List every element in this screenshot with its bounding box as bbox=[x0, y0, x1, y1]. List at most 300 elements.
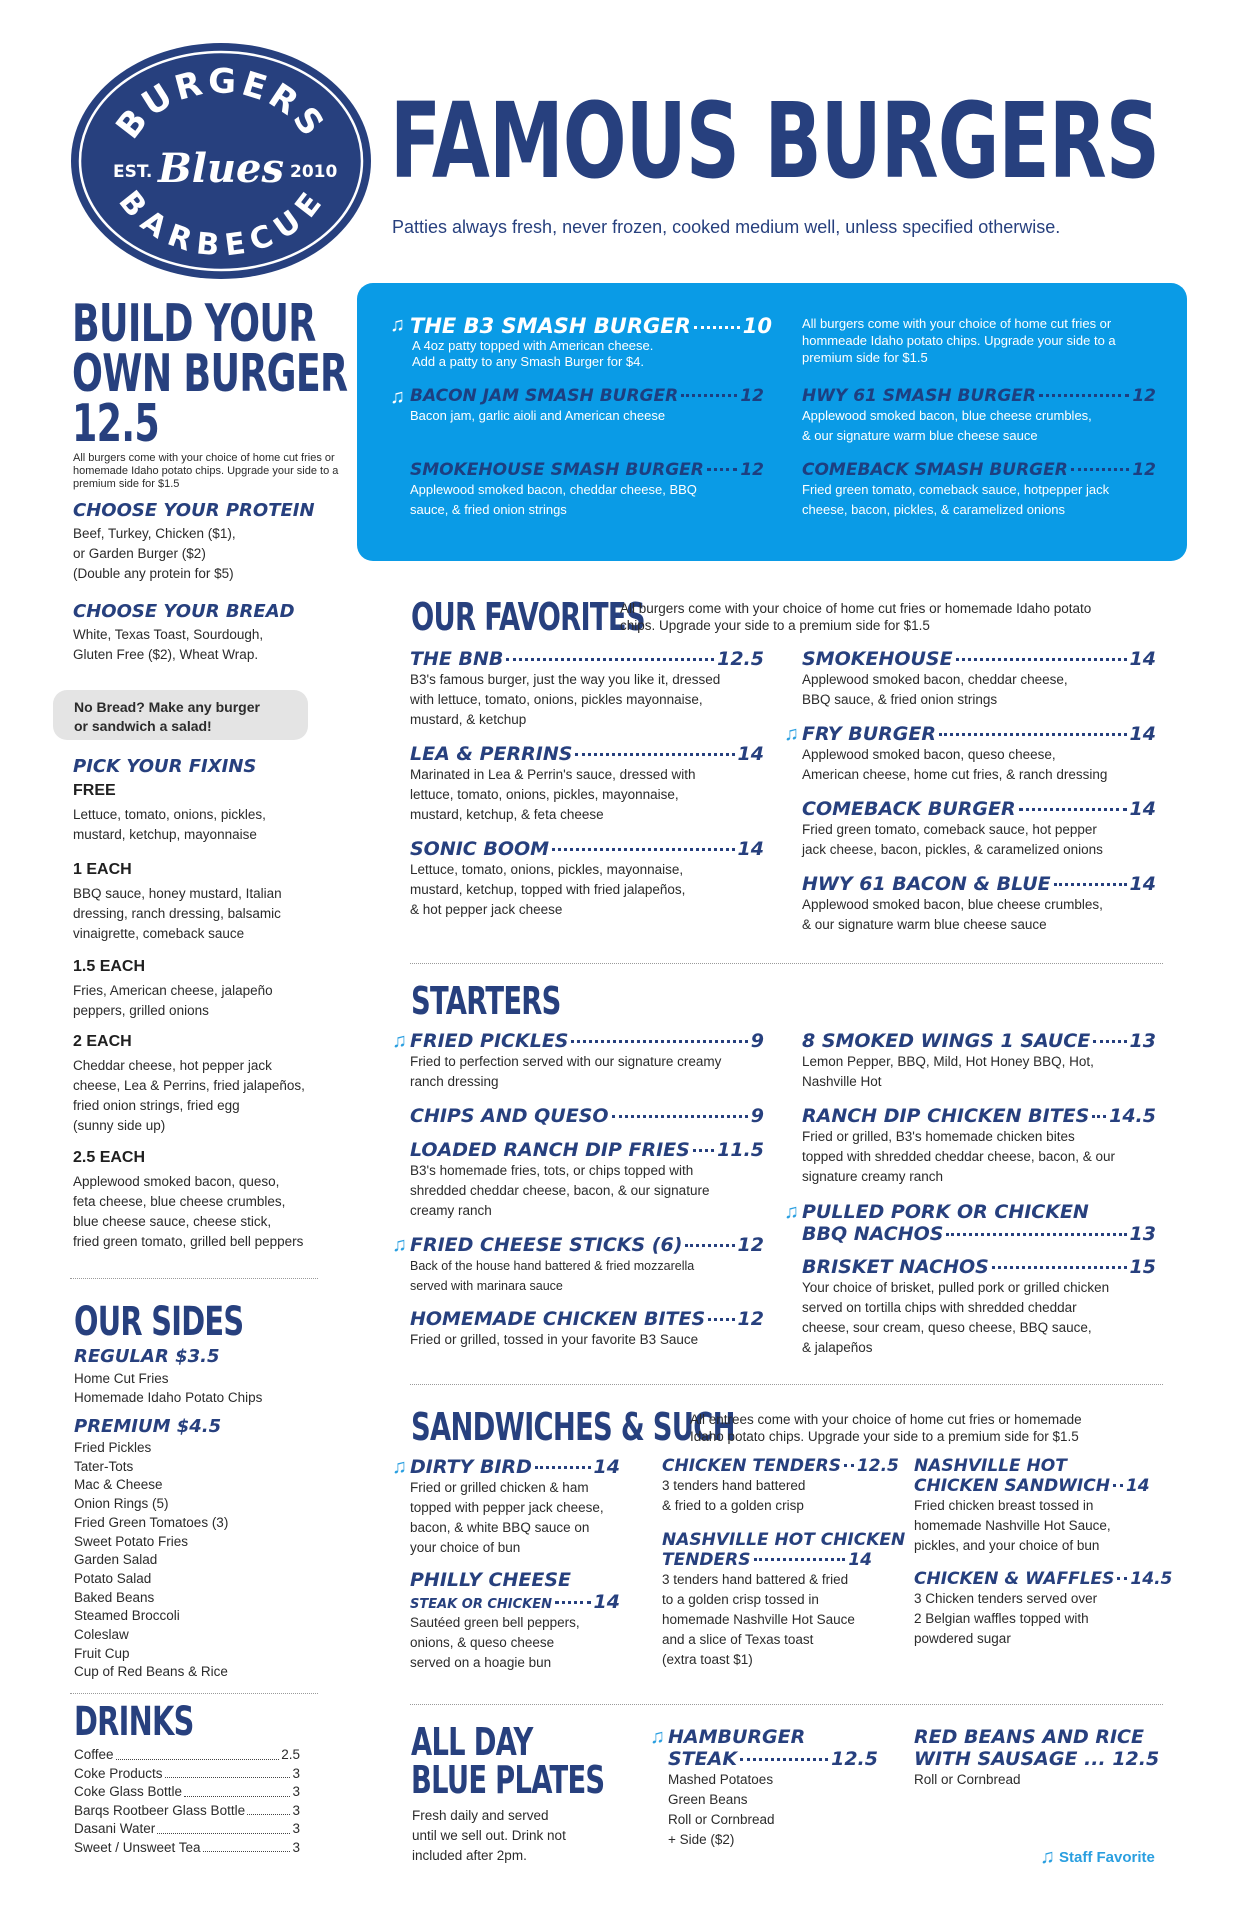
drink-leader bbox=[247, 1802, 290, 1816]
desc-line: Nashville Hot bbox=[802, 1074, 882, 1089]
item-price: 14 bbox=[1129, 798, 1156, 820]
item-title bbox=[410, 1234, 764, 1256]
item-name: BBQ NACHOS bbox=[802, 1223, 944, 1245]
item-name: HWY 61 BACON & BLUE bbox=[802, 873, 1051, 895]
price-leader bbox=[1054, 883, 1127, 886]
fav-fry bbox=[784, 723, 1156, 785]
each1-line: vinaigrette, comeback sauce bbox=[73, 926, 245, 941]
drinks-list bbox=[74, 1746, 300, 1857]
item-title bbox=[802, 648, 1156, 670]
item-desc: Bacon jam, garlic aioli and American cheese bbox=[410, 408, 666, 423]
drinks-title: DRINKS bbox=[74, 1699, 194, 1745]
price-leader bbox=[1071, 468, 1129, 471]
side-item: Coleslaw bbox=[74, 1627, 129, 1643]
free-line: mustard, ketchup, mayonnaise bbox=[73, 827, 257, 842]
item-desc bbox=[802, 1052, 1156, 1092]
desc-line: + Side ($2) bbox=[668, 1832, 735, 1847]
item-title bbox=[802, 1256, 1156, 1278]
desc-line: & jalapeños bbox=[802, 1340, 873, 1355]
item-title bbox=[410, 460, 764, 480]
build-note: All burgers come with your choice of home cut fries or homemade Idaho potato chips. Upgrade your side to a premium side for $1.5 bbox=[73, 452, 339, 490]
side-item: Cup of Red Beans & Rice bbox=[74, 1664, 228, 1680]
desc-line: Fried or grilled chicken & ham bbox=[410, 1480, 589, 1495]
salad-line: or sandwich a salad! bbox=[74, 718, 212, 734]
drink-name: Dasani Water bbox=[74, 1821, 156, 1836]
item-title bbox=[410, 838, 764, 860]
sandwich-nashville-tenders bbox=[662, 1530, 906, 1670]
item-price: 12.5 bbox=[856, 1456, 899, 1476]
each2-text bbox=[73, 1056, 305, 1136]
item-title bbox=[410, 314, 772, 338]
price-leader bbox=[740, 1758, 828, 1761]
price-leader bbox=[1113, 1484, 1123, 1487]
item-title bbox=[802, 1223, 1156, 1245]
item-desc bbox=[802, 480, 1156, 520]
each15-line: peppers, grilled onions bbox=[73, 1003, 209, 1018]
build-price: 12.5 bbox=[72, 394, 160, 454]
each25-label: 2.5 EACH bbox=[73, 1149, 146, 1166]
build-title-2: OWN BURGER bbox=[72, 344, 348, 404]
item-title bbox=[662, 1530, 906, 1550]
drink-name: Coke Glass Bottle bbox=[74, 1784, 183, 1799]
free-line: Lettuce, tomato, onions, pickles, bbox=[73, 807, 266, 822]
favorites-title: OUR FAVORITES bbox=[411, 595, 645, 639]
each1-label: 1 EACH bbox=[73, 861, 132, 878]
drink-name: Sweet / Unsweet Tea bbox=[74, 1839, 201, 1855]
item-title bbox=[914, 1726, 1144, 1748]
item-title bbox=[802, 460, 1156, 480]
item-title bbox=[802, 1105, 1156, 1127]
bread-line: White, Texas Toast, Sourdough, bbox=[73, 627, 264, 642]
item-price: 12 bbox=[737, 1234, 764, 1256]
desc-line: your choice of bun bbox=[410, 1540, 521, 1555]
price-leader bbox=[1092, 1115, 1106, 1118]
starter-ranch-bites bbox=[802, 1105, 1156, 1187]
blueplates-title-1: ALL DAY bbox=[411, 1720, 533, 1764]
divider bbox=[410, 1704, 1163, 1705]
desc-line: topped with shredded cheddar cheese, bacon, & our bbox=[802, 1149, 1115, 1164]
item-desc bbox=[662, 1570, 872, 1670]
protein-label: CHOOSE YOUR PROTEIN bbox=[73, 500, 315, 521]
each2-line: Cheddar cheese, hot pepper jack bbox=[73, 1058, 272, 1073]
desc-line: served with marinara sauce bbox=[410, 1279, 563, 1293]
desc-line: cheese, bacon, pickles, & caramelized onions bbox=[802, 502, 1066, 517]
each15-line: Fries, American cheese, jalapeño bbox=[73, 983, 273, 998]
smash-b3 bbox=[390, 314, 772, 370]
drink-row bbox=[74, 1839, 300, 1858]
music-note-icon: ♫ bbox=[784, 723, 799, 745]
each25-line: blue cheese sauce, cheese stick, bbox=[73, 1214, 272, 1229]
drink-price: 3 bbox=[292, 1802, 300, 1818]
sandwiches-title: SANDWICHES & SUCH bbox=[411, 1405, 735, 1449]
item-price: 9 bbox=[750, 1030, 764, 1052]
side-item: Onion Rings (5) bbox=[74, 1496, 169, 1512]
divider bbox=[410, 963, 1163, 964]
premium-label: PREMIUM $4.5 bbox=[74, 1416, 222, 1437]
sandwich-chicken-waffles bbox=[914, 1569, 1173, 1649]
desc-line: Fried green tomato, comeback sauce, hotpepper jack bbox=[802, 482, 1110, 497]
desc-line: & our signature warm blue cheese sauce bbox=[802, 428, 1038, 443]
salad-callout bbox=[53, 690, 308, 740]
protein-text bbox=[73, 524, 236, 584]
price-leader bbox=[1019, 808, 1127, 811]
item-desc bbox=[802, 820, 1156, 860]
item-price: 10 bbox=[742, 314, 772, 338]
desc-line: & our signature warm blue cheese sauce bbox=[802, 917, 1047, 932]
side-item: Potato Salad bbox=[74, 1570, 152, 1586]
item-desc bbox=[802, 895, 1156, 935]
desc-line: Add a patty to any Smash Burger for $4. bbox=[412, 354, 644, 369]
plate-hamburger-steak bbox=[650, 1726, 878, 1850]
fav-sonic bbox=[410, 838, 764, 920]
price-leader bbox=[992, 1266, 1127, 1269]
each2-line: (sunny side up) bbox=[73, 1118, 166, 1133]
desc-line: Mashed Potatoes bbox=[668, 1772, 774, 1787]
item-title bbox=[802, 1201, 1156, 1223]
item-name: PULLED PORK OR CHICKEN bbox=[802, 1201, 1089, 1223]
price-leader bbox=[681, 394, 737, 397]
desc-line: onions, & queso cheese bbox=[410, 1635, 555, 1650]
price-leader bbox=[946, 1233, 1126, 1236]
item-desc bbox=[410, 338, 772, 370]
each2-line: fried onion strings, fried egg bbox=[73, 1098, 240, 1113]
desc-line: Lettuce, tomato, onions, pickles, mayonnaise, bbox=[410, 862, 684, 877]
item-desc: Fried or grilled, tossed in your favorite B3 Sauce bbox=[410, 1332, 699, 1347]
item-desc bbox=[914, 1589, 1124, 1649]
item-price: 14 bbox=[737, 838, 764, 860]
logo-badge bbox=[68, 40, 374, 282]
desc-line: & hot pepper jack cheese bbox=[410, 902, 563, 917]
each1-line: BBQ sauce, honey mustard, Italian bbox=[73, 886, 282, 901]
item-price: 12 bbox=[1132, 460, 1156, 480]
item-title bbox=[410, 1308, 764, 1330]
each15-text bbox=[73, 981, 273, 1021]
item-desc bbox=[802, 406, 1156, 446]
sandwich-nashville-hot bbox=[914, 1456, 1150, 1556]
music-note-icon: ♫ bbox=[650, 1726, 665, 1748]
item-title bbox=[802, 1030, 1156, 1052]
item-title bbox=[668, 1748, 878, 1770]
item-name: RED BEANS AND RICE bbox=[914, 1726, 1144, 1748]
item-title bbox=[914, 1456, 1124, 1476]
item-price: 14 bbox=[1129, 723, 1156, 745]
drink-leader bbox=[116, 1746, 280, 1760]
desc-line: 3 Chicken tenders served over bbox=[914, 1591, 1098, 1606]
item-price: 12 bbox=[1132, 386, 1156, 406]
item-title bbox=[802, 798, 1156, 820]
item-title bbox=[662, 1550, 872, 1570]
price-leader bbox=[685, 1244, 734, 1247]
logo-bottom-text: BARBECUE bbox=[111, 184, 331, 264]
starters-title: STARTERS bbox=[411, 979, 561, 1023]
drink-name: Coke Products bbox=[74, 1765, 163, 1781]
item-title bbox=[802, 873, 1156, 895]
price-leader bbox=[708, 1318, 734, 1321]
item-desc: Roll or Cornbread bbox=[914, 1772, 1021, 1787]
desc-line: topped with pepper jack cheese, bbox=[410, 1500, 604, 1515]
desc-line: lettuce, tomato, onions, pickles, mayonnaise, bbox=[410, 787, 679, 802]
item-desc bbox=[410, 480, 764, 520]
each2-line: cheese, Lea & Perrins, fried jalapeños, bbox=[73, 1078, 305, 1093]
item-desc bbox=[410, 1161, 764, 1221]
desc-line: Your choice of brisket, pulled pork or grilled chicken bbox=[802, 1280, 1110, 1295]
price-leader bbox=[707, 468, 737, 471]
side-item: Steamed Broccoli bbox=[74, 1608, 180, 1624]
desc-line: Roll or Cornbread bbox=[668, 1812, 775, 1827]
smash-comeback bbox=[802, 460, 1156, 520]
price-leader bbox=[956, 658, 1127, 661]
item-name: NASHVILLE HOT CHICKEN bbox=[662, 1530, 906, 1550]
desc-line: bacon, & white BBQ sauce on bbox=[410, 1520, 590, 1535]
sandwiches-note bbox=[690, 1411, 1082, 1445]
divider bbox=[410, 1384, 1163, 1385]
music-note-icon: ♫ bbox=[392, 1234, 407, 1256]
drink-row bbox=[74, 1746, 300, 1765]
music-note-icon: ♫ bbox=[1040, 1846, 1055, 1868]
item-name: SONIC BOOM bbox=[410, 838, 550, 860]
drink-price: 3 bbox=[292, 1821, 300, 1836]
item-title bbox=[410, 1030, 764, 1052]
item-desc bbox=[410, 1052, 764, 1092]
item-title bbox=[410, 1105, 764, 1127]
desc-line: 3 tenders hand battered & fried bbox=[662, 1572, 849, 1587]
logo-est: EST. bbox=[113, 162, 153, 182]
item-name: PHILLY CHEESE bbox=[410, 1569, 571, 1591]
bread-text bbox=[73, 625, 263, 665]
desc-line: Fried green tomato, comeback sauce, hot pepper bbox=[802, 822, 1097, 837]
protein-line: or Garden Burger ($2) bbox=[73, 546, 206, 561]
item-title bbox=[914, 1476, 1150, 1496]
starter-pork-nachos bbox=[784, 1201, 1156, 1245]
desc-line: Applewood smoked bacon, blue cheese crumbles, bbox=[802, 897, 1103, 912]
side-item: Fruit Cup bbox=[74, 1645, 130, 1661]
item-title bbox=[410, 743, 764, 765]
smash-note: All burgers come with your choice of home cut fries or hommeade Idaho potato chips. Upgrade your side to a premium side for $1.5 bbox=[802, 316, 1116, 365]
price-leader bbox=[939, 733, 1127, 736]
item-name: HWY 61 SMASH BURGER bbox=[802, 386, 1036, 406]
item-title bbox=[662, 1456, 899, 1476]
sandwich-dirty-bird bbox=[392, 1456, 620, 1558]
divider bbox=[70, 1693, 318, 1694]
item-price: 14.5 bbox=[1130, 1569, 1173, 1589]
item-name: 8 SMOKED WINGS 1 SAUCE bbox=[802, 1030, 1091, 1052]
each25-text bbox=[73, 1172, 303, 1252]
price-leader bbox=[555, 1601, 591, 1604]
desc-line: 2 Belgian waffles topped with bbox=[914, 1611, 1089, 1626]
item-name: COMEBACK SMASH BURGER bbox=[802, 460, 1068, 480]
item-price: 14 bbox=[848, 1550, 872, 1570]
premium-list bbox=[74, 1439, 228, 1682]
desc-line: BBQ sauce, & fried onion strings bbox=[802, 692, 998, 707]
price-leader bbox=[694, 326, 740, 329]
price-leader bbox=[1039, 394, 1129, 397]
regular-list bbox=[74, 1369, 262, 1407]
price-leader bbox=[571, 1040, 747, 1043]
desc-line: with lettuce, tomato, onions, pickles mayonnaise, bbox=[410, 692, 703, 707]
desc-line: B3's famous burger, just the way you like it, dressed bbox=[410, 672, 721, 687]
desc-line: jack cheese, bacon, pickles, & caramelized onions bbox=[802, 842, 1103, 857]
item-name: TENDERS bbox=[662, 1550, 751, 1570]
item-name: FRIED CHEESE STICKS (6) bbox=[410, 1234, 683, 1256]
page-subtitle: Patties always fresh, never frozen, cooked medium well, unless specified otherwise. bbox=[392, 217, 1061, 237]
item-desc bbox=[410, 860, 764, 920]
desc-line: American cheese, home cut fries, & ranch dressing bbox=[802, 767, 1108, 782]
note-line: Idaho potato chips. Upgrade your side to a premium side for $1.5 bbox=[690, 1429, 1079, 1444]
desc-line: Back of the house hand battered & fried mozzarella bbox=[410, 1259, 695, 1273]
starter-pickles bbox=[392, 1030, 764, 1092]
drink-name: Barqs Rootbeer Glass Bottle bbox=[74, 1802, 246, 1818]
drink-row bbox=[74, 1802, 300, 1821]
item-price: 12 bbox=[737, 1308, 764, 1330]
item-title bbox=[410, 1139, 764, 1161]
music-note-icon: ♫ bbox=[784, 1201, 799, 1223]
side-item: Mac & Cheese bbox=[74, 1477, 163, 1493]
drink-leader bbox=[165, 1765, 291, 1779]
desc-line: and a slice of Texas toast bbox=[662, 1632, 814, 1647]
item-price: 14 bbox=[1129, 873, 1156, 895]
note-line: Fresh daily and served bbox=[412, 1808, 549, 1823]
desc-line: Green Beans bbox=[668, 1792, 748, 1807]
price-leader bbox=[535, 1466, 591, 1469]
item-price: 13 bbox=[1129, 1030, 1156, 1052]
item-title bbox=[914, 1569, 1173, 1589]
item-name: CHICKEN SANDWICH bbox=[914, 1476, 1110, 1496]
desc-line: Applewood smoked bacon, queso cheese, bbox=[802, 747, 1056, 762]
item-desc bbox=[802, 1278, 1156, 1358]
bread-line: Gluten Free ($2), Wheat Wrap. bbox=[73, 647, 259, 662]
item-name: RANCH DIP CHICKEN BITES bbox=[802, 1105, 1090, 1127]
smash-hwy61 bbox=[802, 386, 1156, 446]
item-title bbox=[802, 723, 1156, 745]
item-price: 12.5 bbox=[831, 1748, 878, 1770]
item-desc bbox=[410, 1256, 764, 1296]
item-price: 14 bbox=[593, 1456, 620, 1478]
drink-price: 3 bbox=[292, 1765, 300, 1781]
desc-line: shredded cheddar cheese, bacon, & our signature bbox=[410, 1183, 710, 1198]
item-name: COMEBACK BURGER bbox=[802, 798, 1016, 820]
favorites-note bbox=[620, 600, 1091, 634]
regular-label: REGULAR $3.5 bbox=[74, 1346, 220, 1367]
item-name: THE B3 SMASH BURGER bbox=[410, 314, 691, 338]
each1-text bbox=[73, 884, 282, 944]
side-item: Sweet Potato Fries bbox=[74, 1533, 189, 1549]
item-price: 12 bbox=[740, 386, 764, 406]
price-leader bbox=[844, 1464, 854, 1467]
item-desc bbox=[410, 1478, 620, 1558]
item-desc bbox=[662, 1476, 872, 1516]
price-leader bbox=[693, 1149, 714, 1152]
staff-favorite-legend bbox=[1040, 1846, 1155, 1869]
desc-line: mustard, ketchup, & feta cheese bbox=[410, 807, 604, 822]
plate-red-beans bbox=[914, 1726, 1160, 1790]
drink-price: 3 bbox=[292, 1784, 300, 1799]
desc-line: & fried to a golden crisp bbox=[662, 1498, 804, 1513]
price-leader bbox=[506, 658, 714, 661]
item-desc bbox=[668, 1770, 878, 1850]
smash-smokehouse bbox=[410, 460, 764, 520]
starter-chips bbox=[410, 1105, 764, 1127]
desc-line: mustard, ketchup, topped with fried jalapeños, bbox=[410, 882, 686, 897]
item-price: 11.5 bbox=[717, 1139, 764, 1161]
logo-script: Blues bbox=[157, 145, 285, 192]
starter-brisket bbox=[802, 1256, 1156, 1358]
item-price: 15 bbox=[1129, 1256, 1156, 1278]
fixins-label: PICK YOUR FIXINS bbox=[73, 756, 257, 777]
fav-bnb bbox=[410, 648, 764, 730]
desc-line: Sautéed green bell peppers, bbox=[410, 1615, 580, 1630]
legend-label: Staff Favorite bbox=[1059, 1849, 1155, 1866]
item-price: 14 bbox=[593, 1591, 620, 1613]
item-desc bbox=[410, 1613, 620, 1673]
desc-line: ranch dressing bbox=[410, 1074, 499, 1089]
music-note-icon: ♫ bbox=[392, 1030, 407, 1052]
desc-line: Applewood smoked bacon, cheddar cheese, bbox=[802, 672, 1068, 687]
item-subname: STEAK OR CHICKEN bbox=[410, 1597, 552, 1612]
price-leader bbox=[552, 848, 734, 851]
each25-line: feta cheese, blue cheese crumbles, bbox=[73, 1194, 286, 1209]
item-name: DIRTY BIRD bbox=[410, 1456, 532, 1478]
item-name: FRIED PICKLES bbox=[410, 1030, 569, 1052]
starter-bites bbox=[410, 1308, 764, 1350]
desc-line: powdered sugar bbox=[914, 1631, 1011, 1646]
desc-line: homemade Nashville Hot Sauce, bbox=[914, 1518, 1111, 1533]
item-name: HAMBURGER bbox=[668, 1726, 806, 1748]
bread-label: CHOOSE YOUR BREAD bbox=[73, 601, 295, 622]
item-name: STEAK bbox=[668, 1748, 738, 1770]
drink-price: 2.5 bbox=[281, 1747, 300, 1762]
desc-line: Applewood smoked bacon, cheddar cheese, BBQ bbox=[410, 482, 697, 497]
desc-line: Fried to perfection served with our signature creamy bbox=[410, 1054, 722, 1069]
starter-loaded bbox=[410, 1139, 764, 1221]
item-name: CHIPS AND QUESO bbox=[410, 1105, 609, 1127]
item-price: 14 bbox=[1129, 648, 1156, 670]
starter-sticks bbox=[392, 1234, 764, 1296]
each25-line: Applewood smoked bacon, queso, bbox=[73, 1174, 280, 1189]
drink-row bbox=[74, 1765, 300, 1784]
desc-line: (extra toast $1) bbox=[662, 1652, 753, 1667]
note-line: chips. Upgrade your side to a premium side for $1.5 bbox=[620, 618, 930, 633]
drink-row bbox=[74, 1783, 300, 1802]
each2-label: 2 EACH bbox=[73, 1033, 132, 1050]
fav-lea bbox=[410, 743, 764, 825]
item-desc bbox=[802, 1127, 1156, 1187]
item-name: SMOKEHOUSE SMASH BURGER bbox=[410, 460, 704, 480]
item-price: 14 bbox=[737, 743, 764, 765]
item-name: HOMEMADE CHICKEN BITES bbox=[410, 1308, 706, 1330]
item-name: THE BNB bbox=[410, 648, 504, 670]
desc-line: B3's homemade fries, tots, or chips topped with bbox=[410, 1163, 694, 1178]
item-desc bbox=[802, 745, 1156, 785]
desc-line: creamy ranch bbox=[410, 1203, 492, 1218]
note-line: All entrees come with your choice of home cut fries or homemade bbox=[690, 1412, 1082, 1427]
item-price: 12.5 bbox=[717, 648, 764, 670]
item-title bbox=[410, 1456, 620, 1478]
item-title bbox=[668, 1726, 878, 1748]
desc-line: A 4oz patty topped with American cheese. bbox=[412, 338, 654, 353]
desc-line: Applewood smoked bacon, blue cheese crumbles, bbox=[802, 408, 1092, 423]
item-name: BACON JAM SMASH BURGER bbox=[410, 386, 679, 406]
desc-line: Fried chicken breast tossed in bbox=[914, 1498, 1094, 1513]
item-name: BRISKET NACHOS bbox=[802, 1256, 989, 1278]
music-note-icon: ♫ bbox=[390, 314, 405, 336]
desc-line: Lemon Pepper, BBQ, Mild, Hot Honey BBQ, Hot, bbox=[802, 1054, 1094, 1069]
item-title bbox=[410, 1569, 620, 1591]
drink-price: 3 bbox=[292, 1839, 300, 1855]
note-line: All burgers come with your choice of home cut fries or homemade Idaho potato bbox=[620, 601, 1092, 616]
drink-name: Coffee bbox=[74, 1747, 114, 1762]
desc-line: 3 tenders hand battered bbox=[662, 1478, 806, 1493]
divider bbox=[70, 1278, 318, 1279]
